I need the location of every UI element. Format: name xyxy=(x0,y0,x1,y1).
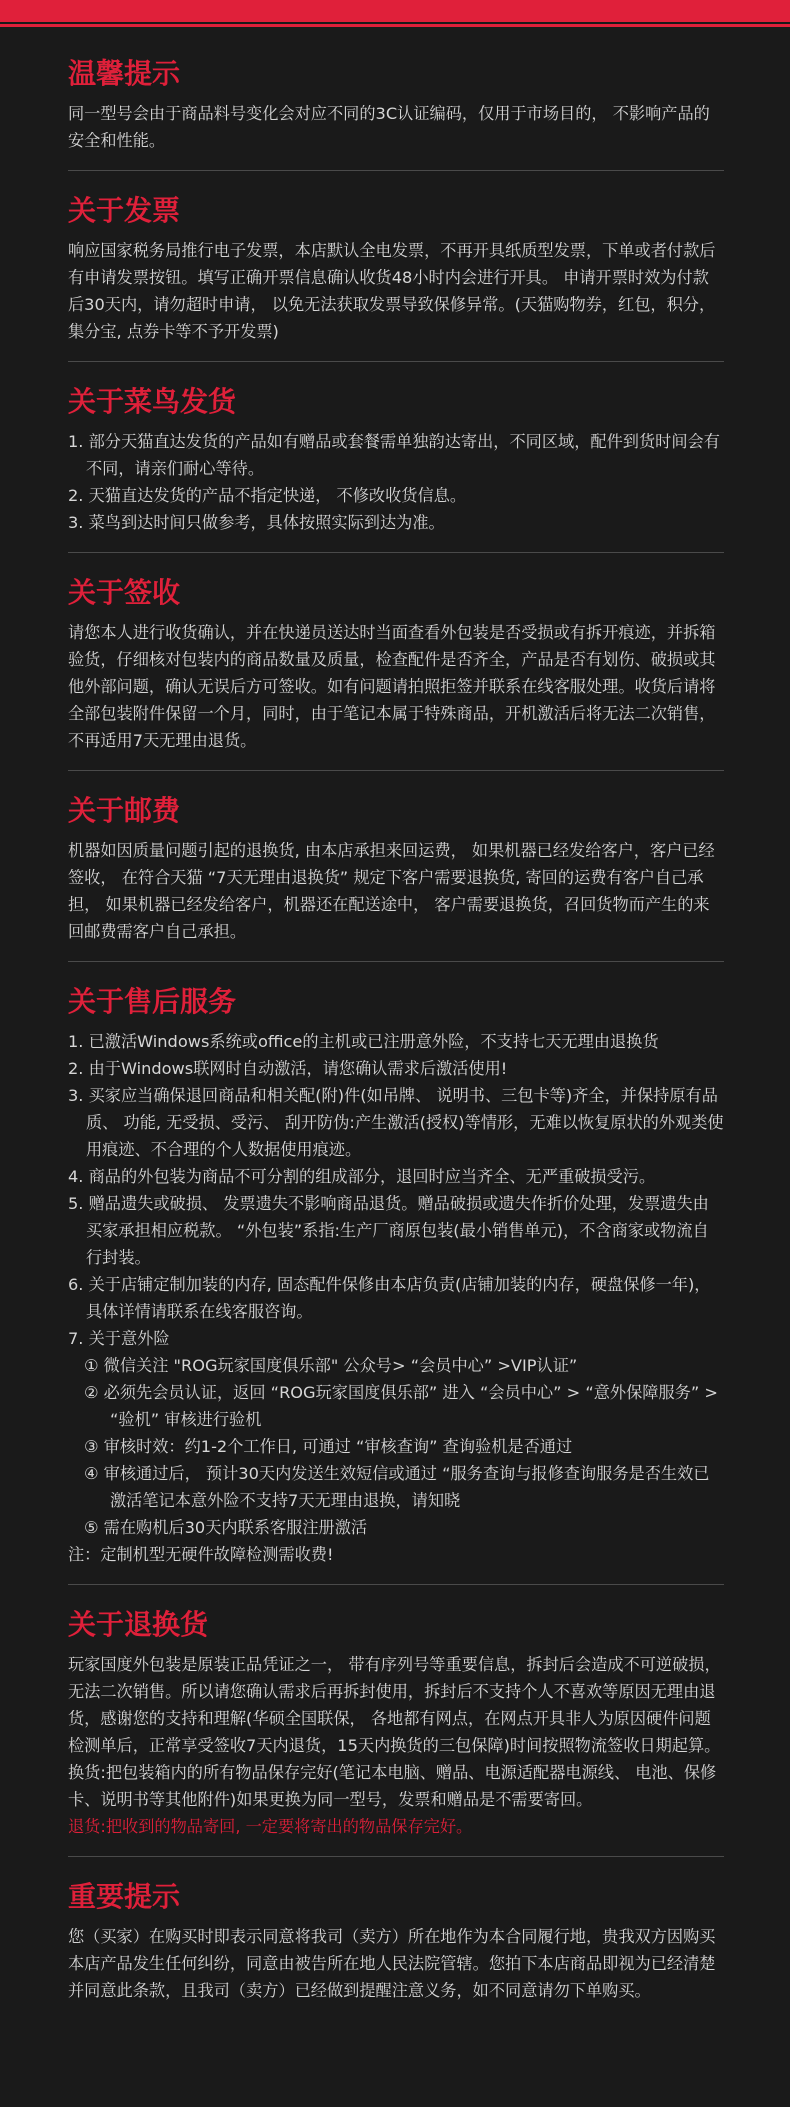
list-item: 1. 部分天猫直达发货的产品如有赠品或套餐需单独韵达寄出，不同区域，配件到货时间会有不同，请亲们耐心等待。 xyxy=(68,432,720,478)
list-item: ③ 审核时效：约1-2个工作日, 可通过 “审核查询” 查询验机是否通过 xyxy=(84,1437,573,1456)
list-item: 7. 关于意外险 xyxy=(68,1329,170,1348)
paragraph: 响应国家税务局推行电子发票，本店默认全电发票，不再开具纸质型发票，下单或者付款后有申请发票按钮。填写正确开票信息确认收货48小时内会进行开具。 申请开票时效为付款后30天内，请勿超时申请， 以免无法获取发票导致保修异常。(天猫购物券，红包，积分，集分宝, 点券卡等不予开发票) xyxy=(68,241,716,341)
section-title: 关于签收 xyxy=(68,576,181,609)
section-title: 关于邮费 xyxy=(68,794,181,827)
numbered-list xyxy=(68,428,724,536)
list-item: ④ 审核通过后， 预计30天内发送生效短信或通过 “服务查询与报修查询服务是否生效已激活笔记本意外险不支持7天无理由退换，请知晓 xyxy=(84,1464,710,1510)
notice-content xyxy=(68,54,724,2020)
section-important xyxy=(68,1856,724,2020)
section-title: 关于菜鸟发货 xyxy=(68,385,237,418)
section-returns xyxy=(68,1584,724,1856)
list-item: 2. 天猫直达发货的产品不指定快递， 不修改收货信息。 xyxy=(68,486,467,505)
paragraph: 同一型号会由于商品料号变化会对应不同的3C认证编码，仅用于市场目的， 不影响产品的安全和性能。 xyxy=(68,104,710,150)
paragraph: 您（买家）在购买时即表示同意将我司（卖方）所在地作为本合同履行地，贵我双方因购买本店产品发生任何纠纷，同意由被告所在地人民法院管辖。您拍下本店商品即视为已经清楚并同意此条款，且我司（卖方）已经做到提醒注意义务，如不同意请勿下单购买。 xyxy=(68,1927,716,2000)
section-title: 关于售后服务 xyxy=(68,985,237,1018)
section-sign-for xyxy=(68,552,724,770)
top-accent-bar xyxy=(0,0,790,22)
top-accent-line xyxy=(0,24,790,27)
section-cainiao-shipping xyxy=(68,361,724,552)
list-item: 5. 赠品遗失或破损、 发票遗失不影响商品退货。赠品破损或遗失作折价处理，发票遗失由买家承担相应税款。 “外包装”系指:生产厂商原包装(最小销售单元)，不含商家或物流自行封装。 xyxy=(68,1194,709,1267)
section-postage xyxy=(68,770,724,961)
return-warning: 退货:把收到的物品寄回, 一定要将寄出的物品保存完好。 xyxy=(68,1817,473,1836)
list-item: ⑤ 需在购机后30天内联系客服注册激活 xyxy=(84,1518,368,1537)
list-item: 3. 买家应当确保退回商品和相关配(附)件(如吊牌、 说明书、三包卡等)齐全，并保持原有品质、 功能, 无受损、受污、 刮开防伪:产生激活(授权)等情形，无难以恢复原状的外观类使用痕迹、不合理的个人数据使用痕迹。 xyxy=(68,1086,724,1159)
section-warm-tips xyxy=(68,54,724,170)
section-title: 重要提示 xyxy=(68,1880,181,1913)
list-item: ① 微信关注 "ROG玩家国度俱乐部" 公众号> “会员中心” >VIP认证” xyxy=(84,1356,578,1375)
paragraph: 换货:把包装箱内的所有物品保存完好(笔记本电脑、赠品、电源适配器电源线、 电池、保修卡、说明书等其他附件)如果更换为同一型号，发票和赠品是不需要寄回。 xyxy=(68,1763,717,1809)
insurance-steps-list xyxy=(68,1352,724,1541)
note: 注：定制机型无硬件故障检测需收费! xyxy=(68,1545,334,1564)
section-title: 关于退换货 xyxy=(68,1608,209,1641)
section-invoice xyxy=(68,170,724,361)
paragraph: 机器如因质量问题引起的退换货, 由本店承担来回运费， 如果机器已经发给客户，客户已经签收， 在符合天猫 “7天无理由退换货” 规定下客户需要退换货, 寄回的运费有客户自己承担， 如果机器已经发给客户，机器还在配送途中， 客户需要退换货，召回货物而产生的来回邮费需客户自己承担。 xyxy=(68,841,715,941)
paragraph: 玩家国度外包装是原装正品凭证之一， 带有序列号等重要信息，拆封后会造成不可逆破损，无法二次销售。所以请您确认需求后再拆封使用，拆封后不支持个人不喜欢等原因无理由退货，感谢您的支持和理解(华硕全国联保， 各地都有网点，在网点开具非人为原因硬件问题检测单后，正常享受签收7天内退货，15天内换货的三包保障)时间按照物流签收日期起算。 xyxy=(68,1655,721,1755)
list-item: ② 必须先会员认证，返回 “ROG玩家国度俱乐部” 进入 “会员中心” > “意外保障服务” > “验机” 审核进行验机 xyxy=(84,1383,718,1429)
section-title: 温馨提示 xyxy=(68,57,181,90)
list-item: 2. 由于Windows联网时自动激活，请您确认需求后激活使用! xyxy=(68,1059,508,1078)
section-after-sales xyxy=(68,961,724,1584)
list-item: 4. 商品的外包装为商品不可分割的组成部分，退回时应当齐全、无严重破损受污。 xyxy=(68,1167,656,1186)
list-item: 3. 菜鸟到达时间只做参考，具体按照实际到达为准。 xyxy=(68,513,445,532)
list-item: 1. 已激活Windows系统或office的主机或已注册意外险，不支持七天无理由退换货 xyxy=(68,1032,659,1051)
section-title: 关于发票 xyxy=(68,194,181,227)
paragraph: 请您本人进行收货确认，并在快递员送达时当面查看外包装是否受损或有拆开痕迹，并拆箱验货，仔细核对包装内的商品数量及质量，检查配件是否齐全，产品是否有划伤、破损或其他外部问题，确认无误后方可签收。如有问题请拍照拒签并联系在线客服处理。收货后请将全部包装附件保留一个月，同时，由于笔记本属于特殊商品，开机激活后将无法二次销售，不再适用7天无理由退货。 xyxy=(68,623,716,750)
numbered-list xyxy=(68,1028,724,1352)
list-item: 6. 关于店铺定制加装的内存, 固态配件保修由本店负责(店铺加装的内存，硬盘保修一年)，具体详情请联系在线客服咨询。 xyxy=(68,1275,711,1321)
